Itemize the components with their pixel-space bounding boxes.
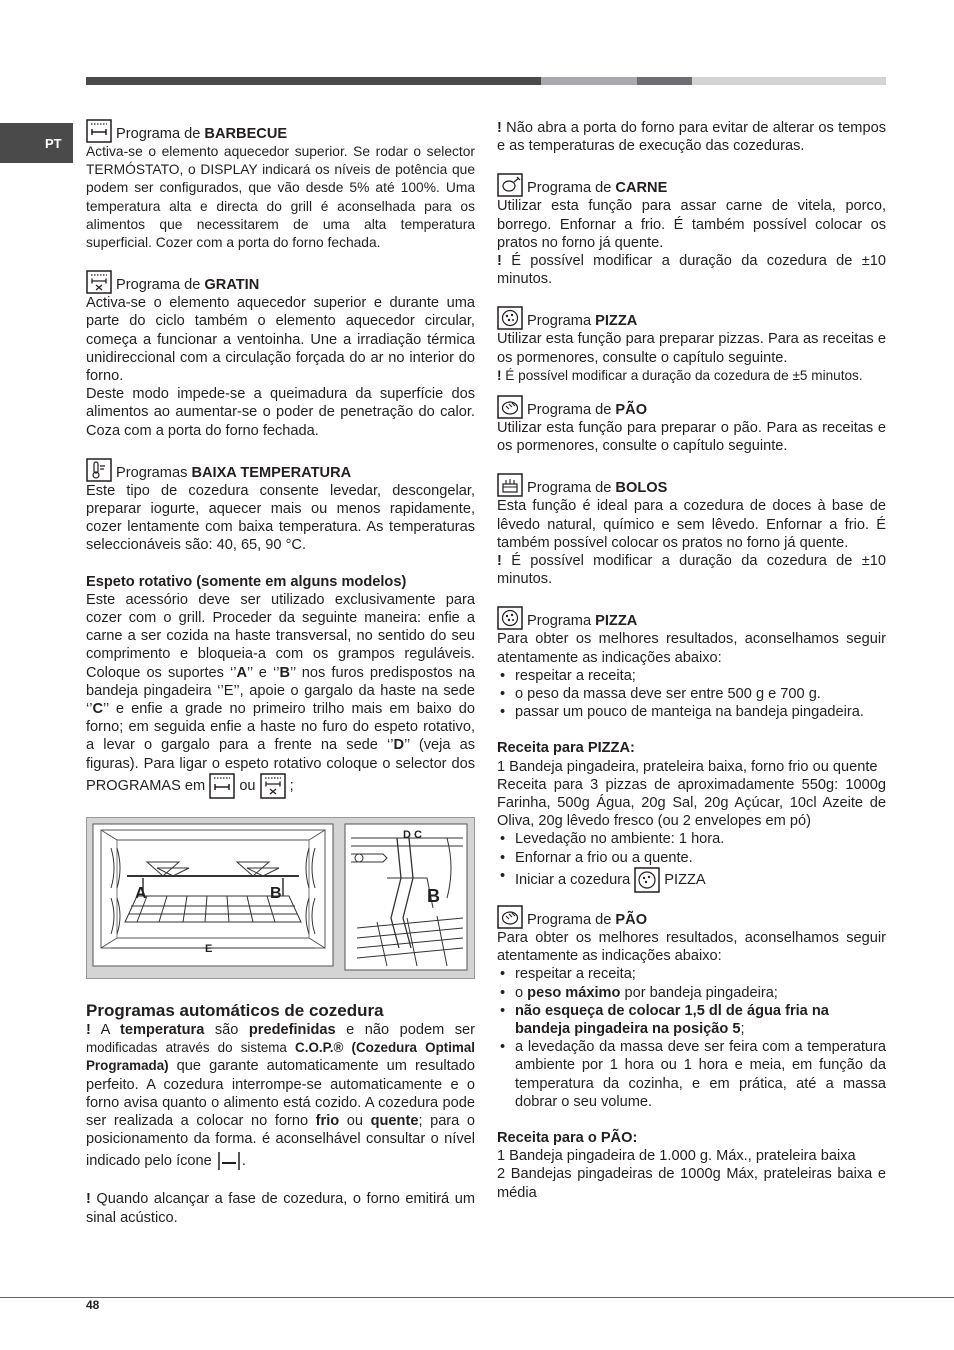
section-pizza-1 (497, 306, 886, 385)
section-pao-1 (497, 395, 886, 455)
header-bar-segment (692, 77, 886, 85)
grill-icon (209, 773, 235, 799)
bolos-text: Esta função é ideal para a cozedura de doces à base de lêvedo natural, químico e sem lêvedo. Enfornar a frio. É também possível colocar os pratos no forno já quente. (497, 498, 886, 551)
pizza-tips-list (497, 667, 886, 722)
section-spit (86, 573, 475, 799)
recipe-pao-line-2: 2 Bandejas pingadeiras de 1000g Máx, prateleiras baixa e média (497, 1166, 886, 1201)
figure-label-e: E (205, 942, 213, 955)
list-item: • o peso da massa deve ser entre 500 g e 700 g. (497, 685, 886, 703)
low-temp-text: Este tipo de cozedura consente levedar, descongelar, preparar iogurte, aquecer mais ou menos rapidamente, cozer lentamente com baixa temperatura. As temperaturas seleccionáveis são: 40, 65, 90 °C. (86, 482, 475, 554)
gratin-icon (260, 773, 286, 799)
gratin-text-1: Activa-se o elemento aquecedor superior e durante uma parte do ciclo também o elemento aquecedor circular, começa a funcionar a ventoinha. Une a irradiação térmica unidireccional com a circulação forçada do ar no interior do forno. (86, 295, 475, 385)
pizza-icon (634, 867, 660, 893)
recipe-pizza-line-1: 1 Bandeja pingadeira, prateleira baixa, forno frio ou quente (497, 758, 878, 775)
meat-icon (497, 173, 523, 197)
door-warning: ! Não abra a porta do forno para evitar de alterar os tempos e as temperaturas de execução das cozeduras. (497, 120, 886, 155)
figure-label-b-detail: B (427, 885, 440, 906)
section-pizza-2 (497, 606, 886, 721)
carne-note: ! É possível modificar a duração da cozedura de ±10 minutos. (497, 253, 886, 288)
section-header: Programa de BOLOS (497, 473, 886, 497)
header-bar (86, 77, 886, 85)
recipe-pao-line-1: 1 Bandeja pingadeira de 1.000 g. Máx., prateleira baixa (497, 1148, 856, 1165)
footer-divider (0, 1297, 954, 1298)
list-item: • respeitar a receita; (497, 965, 886, 983)
spit-text: Este acessório deve ser utilizado exclusivamente para cozer com o grill. Proceder da seguinte maneira: enfie a carne a ser cozida na haste transversal, no sentido do seu comprimento e bloqueia-a com os grampos reguláveis. Coloque os suportes ‘’A’’ e ‘’B’’ nos furos predispostos na bandeja pingadeira ‘’E’’, apoie o gargalo da haste na sede ‘’C’’ e enfie a grade no primeiro trilho mais em baixo do forno; em seguida enfie a haste no furo do espeto rotativo, a levar o gargalo para a frente na sede ‘’D’’ (veja as figuras). Para ligar o espeto rotativo coloque o selector dos PROGRAMAS em ou ; (86, 591, 475, 799)
pao-tips-text: Para obter os melhores resultados, aconselhamos seguir atentamente as indicações abaixo: (497, 929, 886, 965)
list-item: • a levedação da massa deve ser feira com a temperatura ambiente por 1 hora ou 1 hora e meia, em função da temperatura da cozinha, e em prática, até a massa dobrar o seu volume. (497, 1038, 886, 1111)
list-item: • Levedação no ambiente: 1 hora. (497, 830, 886, 848)
recipe-pizza-line-2: Receita para 3 pizzas de aproximadamente 550g: 1000g Farinha, 500g Água, 20g Sal, 20g Açúcar, 10cl Azeite de Oliva, 20g lêvedo fresco (ou 2 envelopes em pó) (497, 776, 886, 830)
section-header: Programa PIZZA (497, 306, 886, 330)
section-header: Programa de PÃO (497, 905, 886, 929)
spit-title: Espeto rotativo (somente em alguns modelos) (86, 573, 407, 590)
figure-label-b: B (270, 884, 282, 902)
pao-tips-list (497, 965, 886, 1111)
auto-programs-title: Programas automáticos de cozedura (86, 1000, 384, 1020)
bread-icon (497, 905, 523, 929)
header-bar-segment (637, 77, 692, 85)
right-column (497, 119, 886, 1202)
section-barbecue (86, 119, 475, 252)
section-low-temperature (86, 458, 475, 555)
pizza-icon (497, 606, 523, 630)
left-column (86, 119, 475, 1227)
pizza-tips-text: Para obter os melhores resultados, aconselhamos seguir atentamente as indicações abaixo: (497, 631, 886, 666)
header-bar-segment (541, 77, 637, 85)
pizza-text: Utilizar esta função para preparar pizzas. Para as receitas e os pormenores, consulte o capítulo seguinte. (497, 331, 886, 366)
section-header: Programa de CARNE (497, 173, 886, 197)
auto-programs-text: ! A temperatura são predefinidas e não podem ser modificadas através do sistema C.O.P.® (Cozedura Optimal Programada) que garante automaticamente um resultado perfeito. A cozedura interrompe-se automaticamente e o forno avisa quanto o alimento está cozido. A cozedura pode ser realizada a colocar no forno frio ou quente; para o posicionamento da forma. é aconselhável consultar o nível indicado pelo ícone . (86, 1021, 475, 1174)
section-recipe-pizza (497, 739, 886, 892)
section-carne (497, 173, 886, 288)
spit-figure (86, 817, 475, 979)
section-pao-2 (497, 905, 886, 1111)
bread-icon (497, 395, 523, 419)
barbecue-text: Activa-se o elemento aquecedor superior. Se rodar o selector TERMÓSTATO, o DISPLAY indicará os níveis de potência que podem ser configurados, que vão desde 5% até 100%. Uma temperatura alta e directa do grill é aconselhada para os alimentos que necessitarem de uma alta temperatura superficial. Cozer com a porta do forno fechada. (86, 144, 475, 251)
shelf-level-icon (216, 1148, 242, 1174)
cake-icon (497, 473, 523, 497)
gratin-text-2: Deste modo impede-se a queimadura da superfície dos alimentos ao aumentar-se o poder de penetração do calor. Coza com a porta do forno fechada. (86, 386, 475, 439)
list-item: • Enfornar a frio ou a quente. (497, 849, 886, 867)
section-header: Programa de BARBECUE (86, 119, 475, 143)
bolos-note: ! É possível modificar a duração da cozedura de ±10 minutos. (497, 553, 886, 588)
grill-icon (86, 119, 112, 143)
recipe-pizza-title: Receita para PIZZA: (497, 740, 635, 757)
pizza-icon (497, 306, 523, 330)
figure-label-dc: D C (403, 828, 422, 841)
section-header: Programa PIZZA (497, 606, 886, 630)
pao-text: Utilizar esta função para preparar o pão. Para as receitas e os pormenores, consulte o capítulo seguinte. (497, 420, 886, 455)
thermometer-icon (86, 458, 112, 482)
page-number: 48 (86, 1298, 100, 1312)
figure-label-a: A (135, 884, 147, 902)
section-header: Programa de PÃO (497, 395, 886, 419)
section-gratin (86, 270, 475, 440)
pizza-note: ! É possível modificar a duração da cozedura de ±5 minutos. (497, 367, 863, 383)
section-bolos (497, 473, 886, 588)
list-item: • Iniciar a cozedura PIZZA (497, 867, 886, 893)
section-recipe-pao (497, 1129, 886, 1202)
section-header: Programas BAIXA TEMPERATURA (86, 458, 475, 482)
section-auto-programs (86, 1001, 475, 1227)
auto-programs-signal: ! Quando alcançar a fase de cozedura, o forno emitirá um sinal acústico. (86, 1191, 475, 1226)
list-item: • passar um pouco de manteiga na bandeja pingadeira. (497, 703, 886, 721)
carne-text: Utilizar esta função para assar carne de vitela, porco, borrego. Enfornar a frio. É também possível colocar os pratos no forno já quente. (497, 198, 886, 251)
list-item: • respeitar a receita; (497, 667, 886, 685)
language-tab: PT (0, 123, 73, 163)
gratin-icon (86, 270, 112, 294)
recipe-pizza-list (497, 830, 886, 892)
list-item: • não esqueça de colocar 1,5 dl de água fria na bandeja pingadeira na posição 5; (497, 1002, 886, 1038)
section-header: Programa de GRATIN (86, 270, 475, 294)
list-item: • o peso máximo por bandeja pingadeira; (497, 984, 886, 1002)
recipe-pao-title: Receita para o PÃO: (497, 1129, 638, 1146)
header-bar-segment (86, 77, 541, 85)
